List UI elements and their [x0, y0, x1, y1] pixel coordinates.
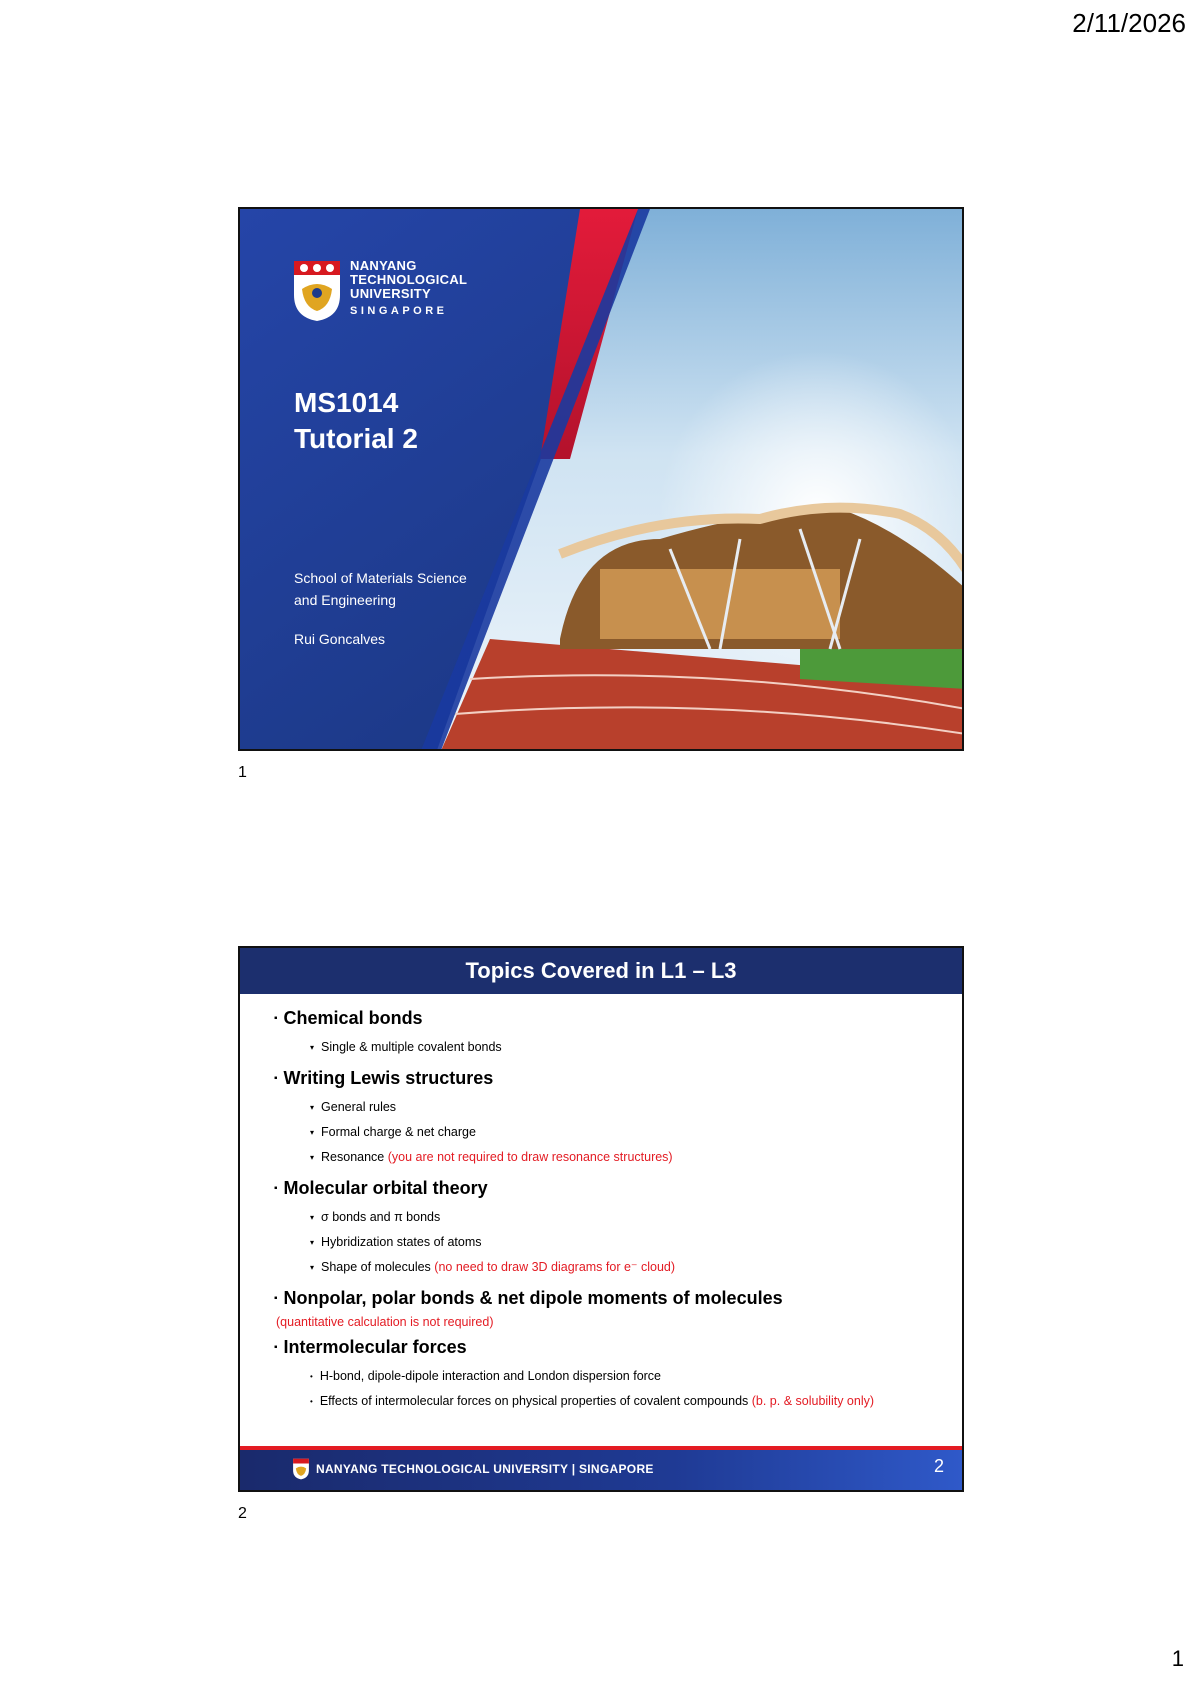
dot-bullet-icon: • [310, 1372, 313, 1381]
sub-item: ▾ Shape of molecules (no need to draw 3D diagrams for e⁻ cloud) [310, 1255, 952, 1280]
ntu-logo [292, 259, 467, 323]
slide-2-footer [240, 1446, 962, 1490]
sub-item: ▾ Single & multiple covalent bonds [310, 1035, 952, 1060]
slide-2-header: Topics Covered in L1 – L3 [240, 948, 962, 994]
arrow-bullet-icon: ▾ [310, 1043, 315, 1052]
sub-item: ▾ Hybridization states of atoms [310, 1230, 952, 1255]
school-name: School of Materials Science and Engineering [294, 570, 467, 608]
page-date: 2/11/2026 [1072, 8, 1186, 38]
topics-list [274, 1008, 952, 1422]
slide-number: 2 [933, 1456, 944, 1476]
sub-item: ▾ σ bonds and π bonds [310, 1205, 952, 1230]
arrow-bullet-icon: ▾ [310, 1238, 315, 1247]
topic-item: ▪ Chemical bonds ▾ Single & multiple covalent bonds [274, 1008, 952, 1060]
slide-2-label: 2 [238, 1505, 247, 1522]
sub-item: • Effects of intermolecular forces on physical properties of covalent compounds (b. p. & solubility only) [310, 1389, 952, 1414]
topic-item: ▪ Molecular orbital theory ▾ σ bonds and π bonds ▾ Hybridization states of atoms ▾ Shape of molecules (no need to draw 3D diagrams for e⁻ cloud) [274, 1178, 952, 1280]
dot-bullet-icon: • [310, 1397, 313, 1406]
bullet-icon: ▪ [274, 1013, 278, 1024]
footer-logo: NANYANG TECHNOLOGICAL UNIVERSITY | SINGAPORE [292, 1458, 654, 1480]
slide-1-label: 1 [238, 764, 247, 781]
arrow-bullet-icon: ▾ [310, 1153, 315, 1162]
author-name: Rui Goncalves [294, 631, 386, 647]
sub-item: ▾ General rules [310, 1095, 952, 1120]
arrow-bullet-icon: ▾ [310, 1103, 315, 1112]
sub-item: ▾ Formal charge & net charge [310, 1120, 952, 1145]
sub-item: • H-bond, dipole-dipole interaction and London dispersion force [310, 1364, 952, 1389]
topic-item: ▪ Nonpolar, polar bonds & net dipole moments of molecules (quantitative calculation is not required) [274, 1288, 952, 1329]
topic-note: (quantitative calculation is not required) [276, 1315, 494, 1329]
slide-1-title [238, 207, 964, 751]
tutorial-title: Tutorial 2 [294, 423, 418, 454]
bullet-icon: ▪ [274, 1073, 278, 1084]
university-name: NANYANG TECHNOLOGICAL UNIVERSITY SINGAPORE [350, 258, 468, 317]
topic-item: ▪ Intermolecular forces • H-bond, dipole-dipole interaction and London dispersion force • Effects of intermolecular forces on physical properties of covalent compounds (b. p. & solubility only) [274, 1337, 952, 1414]
topic-item: ▪ Writing Lewis structures ▾ General rules ▾ Formal charge & net charge ▾ Resonance (you are not required to draw resonance structures) [274, 1068, 952, 1170]
arrow-bullet-icon: ▾ [310, 1263, 315, 1272]
course-title [294, 385, 418, 457]
arrow-bullet-icon: ▾ [310, 1213, 315, 1222]
course-code: MS1014 [294, 387, 399, 418]
ntu-crest-icon [292, 1458, 310, 1480]
page-number: 1 [1171, 1646, 1184, 1671]
bullet-icon: ▪ [274, 1293, 278, 1304]
sub-item: ▾ Resonance (you are not required to draw resonance structures) [310, 1145, 952, 1170]
slide-2-topics [238, 946, 964, 1492]
bullet-icon: ▪ [274, 1342, 278, 1353]
ntu-crest-icon [292, 259, 342, 323]
arrow-bullet-icon: ▾ [310, 1128, 315, 1137]
bullet-icon: ▪ [274, 1183, 278, 1194]
